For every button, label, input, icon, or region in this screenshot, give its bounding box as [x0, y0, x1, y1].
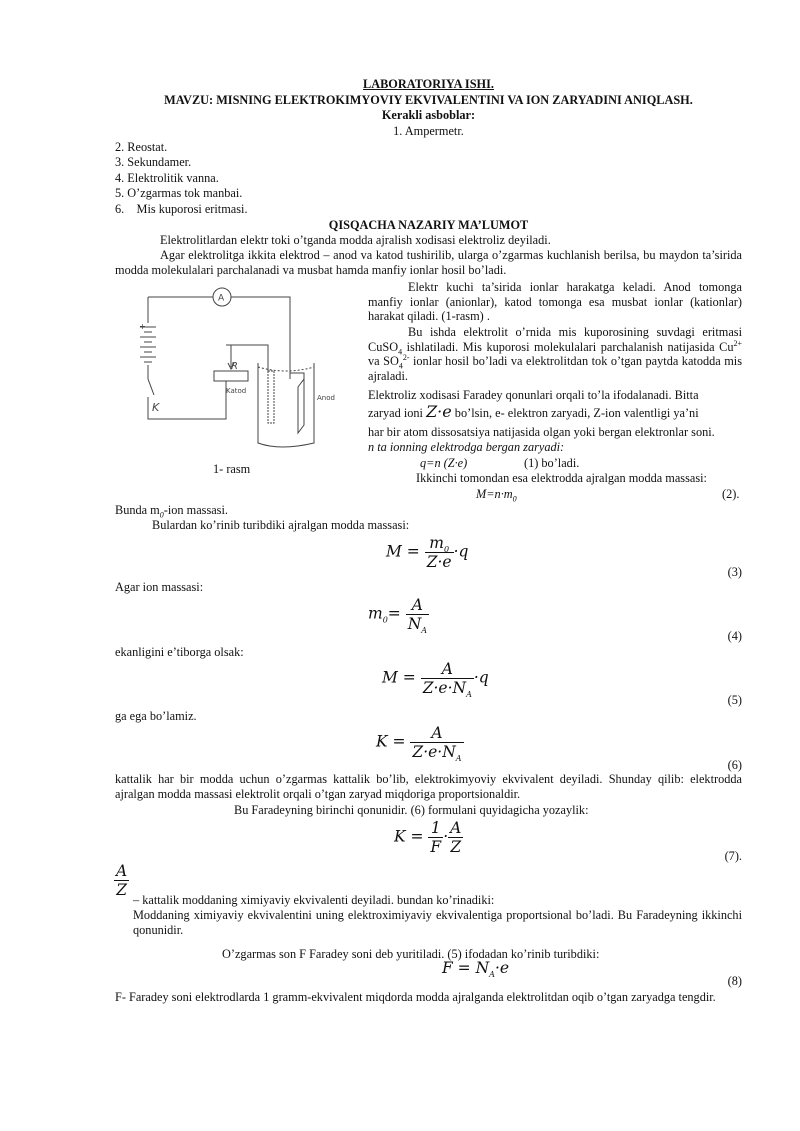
- paragraph: Agar elektrolitga ikkita elektrod – anod va katod tushirilib, ularga o’zgarmas kuchlanish berilsa, bu maydon ta’sirida modda molekulalari parchalanadi va musbat hamda manfiy ionlar hosil bo’ladi.: [115, 248, 742, 277]
- equation-1-label: (1) bo’ladi.: [524, 456, 580, 470]
- fraction-a-over-z: $\frac{A}{Z}$: [116, 862, 128, 899]
- equipment-item: 1. Ampermetr.: [393, 124, 464, 138]
- paragraph: – kattalik moddaning ximiyaviy ekvivalenti deyiladi. bundan ko’rinadiki:: [133, 893, 495, 907]
- svg-text:K: K: [152, 401, 160, 414]
- equation-8-number: (8): [727, 974, 742, 988]
- paragraph: zaryad ioni Z·e bo’lsin, e- elektron zaryadi, Z-ion valentligi ya’ni: [368, 402, 699, 421]
- paragraph: har bir atom dissosatsiya natijasida olgan yoki bergan elektronlar soni.: [368, 425, 715, 439]
- equation-5-number: (5): [727, 693, 742, 707]
- equation-8: $F = N_A\cdot e$: [442, 959, 510, 980]
- equipment-item: 4. Elektrolitik vanna.: [115, 171, 219, 185]
- paragraph: Bunda $m_0$-ion massasi.: [115, 503, 228, 520]
- paragraph: Elektr kuchi ta’sirida ionlar harakatga keladi. Anod tomonga manfiy ionlar (anionlar), katod tomonga esa musbat ionlar (kationlar) harakat qiladi. (1-rasm) .: [368, 280, 742, 324]
- equation-7-number: (7).: [724, 849, 742, 863]
- paragraph: ekanligini e’tiborga olsak:: [115, 645, 244, 659]
- paragraph: Elektroliz xodisasi Faradey qonunlari orqali to’la ifodalanadi. Bitta: [368, 388, 699, 402]
- equation-1: q=n (Z·e): [420, 456, 468, 470]
- paragraph: F- Faradey soni elektrodlarda 1 gramm-ekvivalent miqdorda modda ajralganda elektrolitdan oqib o’tgan zaryadga tengdir.: [115, 990, 716, 1004]
- svg-text:R: R: [231, 361, 238, 372]
- equation-4: $m_0=$ $\frac{A}{N_A}$: [368, 596, 428, 636]
- equipment-heading: Kerakli asboblar:: [381, 108, 476, 122]
- electrolysis-circuit-figure: [118, 283, 353, 458]
- theory-heading: QISQACHA NAZARIY MA’LUMOT: [328, 218, 529, 232]
- lab-title: LABORATORIYA ISHI.: [363, 77, 494, 91]
- equipment-item: 3. Sekundamer.: [115, 155, 192, 169]
- equation-2-number: (2).: [722, 487, 740, 501]
- equipment-item: 6. Mis kuporosi eritmasi.: [115, 202, 248, 216]
- paragraph: Bu Faradeyning birinchi qonunidir. (6) formulani quyidagicha yozaylik:: [234, 803, 589, 817]
- equation-6: K = $\frac{A}{Z\cdot e\cdot N_A}$: [376, 724, 462, 764]
- paragraph: ga ega bo’lamiz.: [115, 709, 197, 723]
- paragraph: Elektrolitlardan elektr toki o’tganda modda ajralish xodisasi elektroliz deyiladi.: [160, 233, 551, 247]
- svg-text:Anod: Anod: [317, 394, 335, 402]
- electrolytic-vessel-icon: [258, 363, 314, 447]
- svg-text:Katod: Katod: [226, 387, 247, 395]
- figure-caption: 1- rasm: [213, 462, 251, 476]
- paragraph: Ikkinchi tomondan esa elektrodda ajralgan modda massasi:: [416, 471, 707, 485]
- equipment-item: 2. Reostat.: [115, 140, 168, 154]
- svg-text:A: A: [218, 293, 225, 304]
- equation-5: M = $\frac{A}{Z\cdot e\cdot N_A}$ ·q: [382, 660, 489, 700]
- equation-2: $M=n\cdot m_0$: [476, 487, 517, 504]
- paragraph: Moddaning ximiyaviy ekvivalentini uning elektroximiyaviy ekvivalentiga proportsional bo’ladi. Bu Faradeyning ikkinchi qonunidir.: [133, 908, 742, 937]
- switch-icon: [148, 379, 154, 395]
- equation-7: K = $\frac{1}{F}$ · $\frac{A}{Z}$: [394, 819, 462, 856]
- equation-3-number: (3): [727, 565, 742, 579]
- rheostat-icon: [214, 371, 248, 381]
- svg-text:+: +: [139, 322, 146, 331]
- paragraph: Bulardan ko’rinib turibdiki ajralgan modda massasi:: [152, 518, 410, 532]
- paragraph: O’zgarmas son F Faradey soni deb yuritiladi. (5) ifodadan ko’rinib turibdiki:: [222, 947, 600, 961]
- equation-4-number: (4): [727, 629, 742, 643]
- paragraph: Agar ion massasi:: [115, 580, 204, 594]
- equation-3: M = $\frac{m_0}{Z\cdot e}$ ·q: [386, 534, 469, 571]
- topic-title: MAVZU: MISNING ELEKTROKIMYOVIY EKVIVALENTINI VA ION ZARYADINI ANIQLASH.: [164, 93, 693, 107]
- battery-icon: [140, 327, 156, 362]
- paragraph: kattalik har bir modda uchun o’zgarmas kattalik bo’lib, elektrokimyoviy ekvivalent deyiladi. Shunday qilib: elektrodda ajralgan modda massasi elektrolit orqali o’tgan zaryad miqdoriga proportsionaldir.: [115, 772, 742, 801]
- paragraph: n ta ionning elektrodga bergan zaryadi:: [368, 440, 565, 454]
- equation-6-number: (6): [727, 758, 742, 772]
- paragraph: Bu ishda elektrolit o’rnida mis kuporosining suvdagi eritmasi CuSO$_4$ ishlatiladi. Mis kuporosi molekulalari parchalanish natijasida $Cu^{2+}$ va $SO_4^{2-}$ ionlar hosil bo’ladi va elektrolitdan tok o’tgan paytda katodda mis ajraladi.: [368, 325, 742, 383]
- equipment-item: 5. O’zgarmas tok manbai.: [115, 186, 243, 200]
